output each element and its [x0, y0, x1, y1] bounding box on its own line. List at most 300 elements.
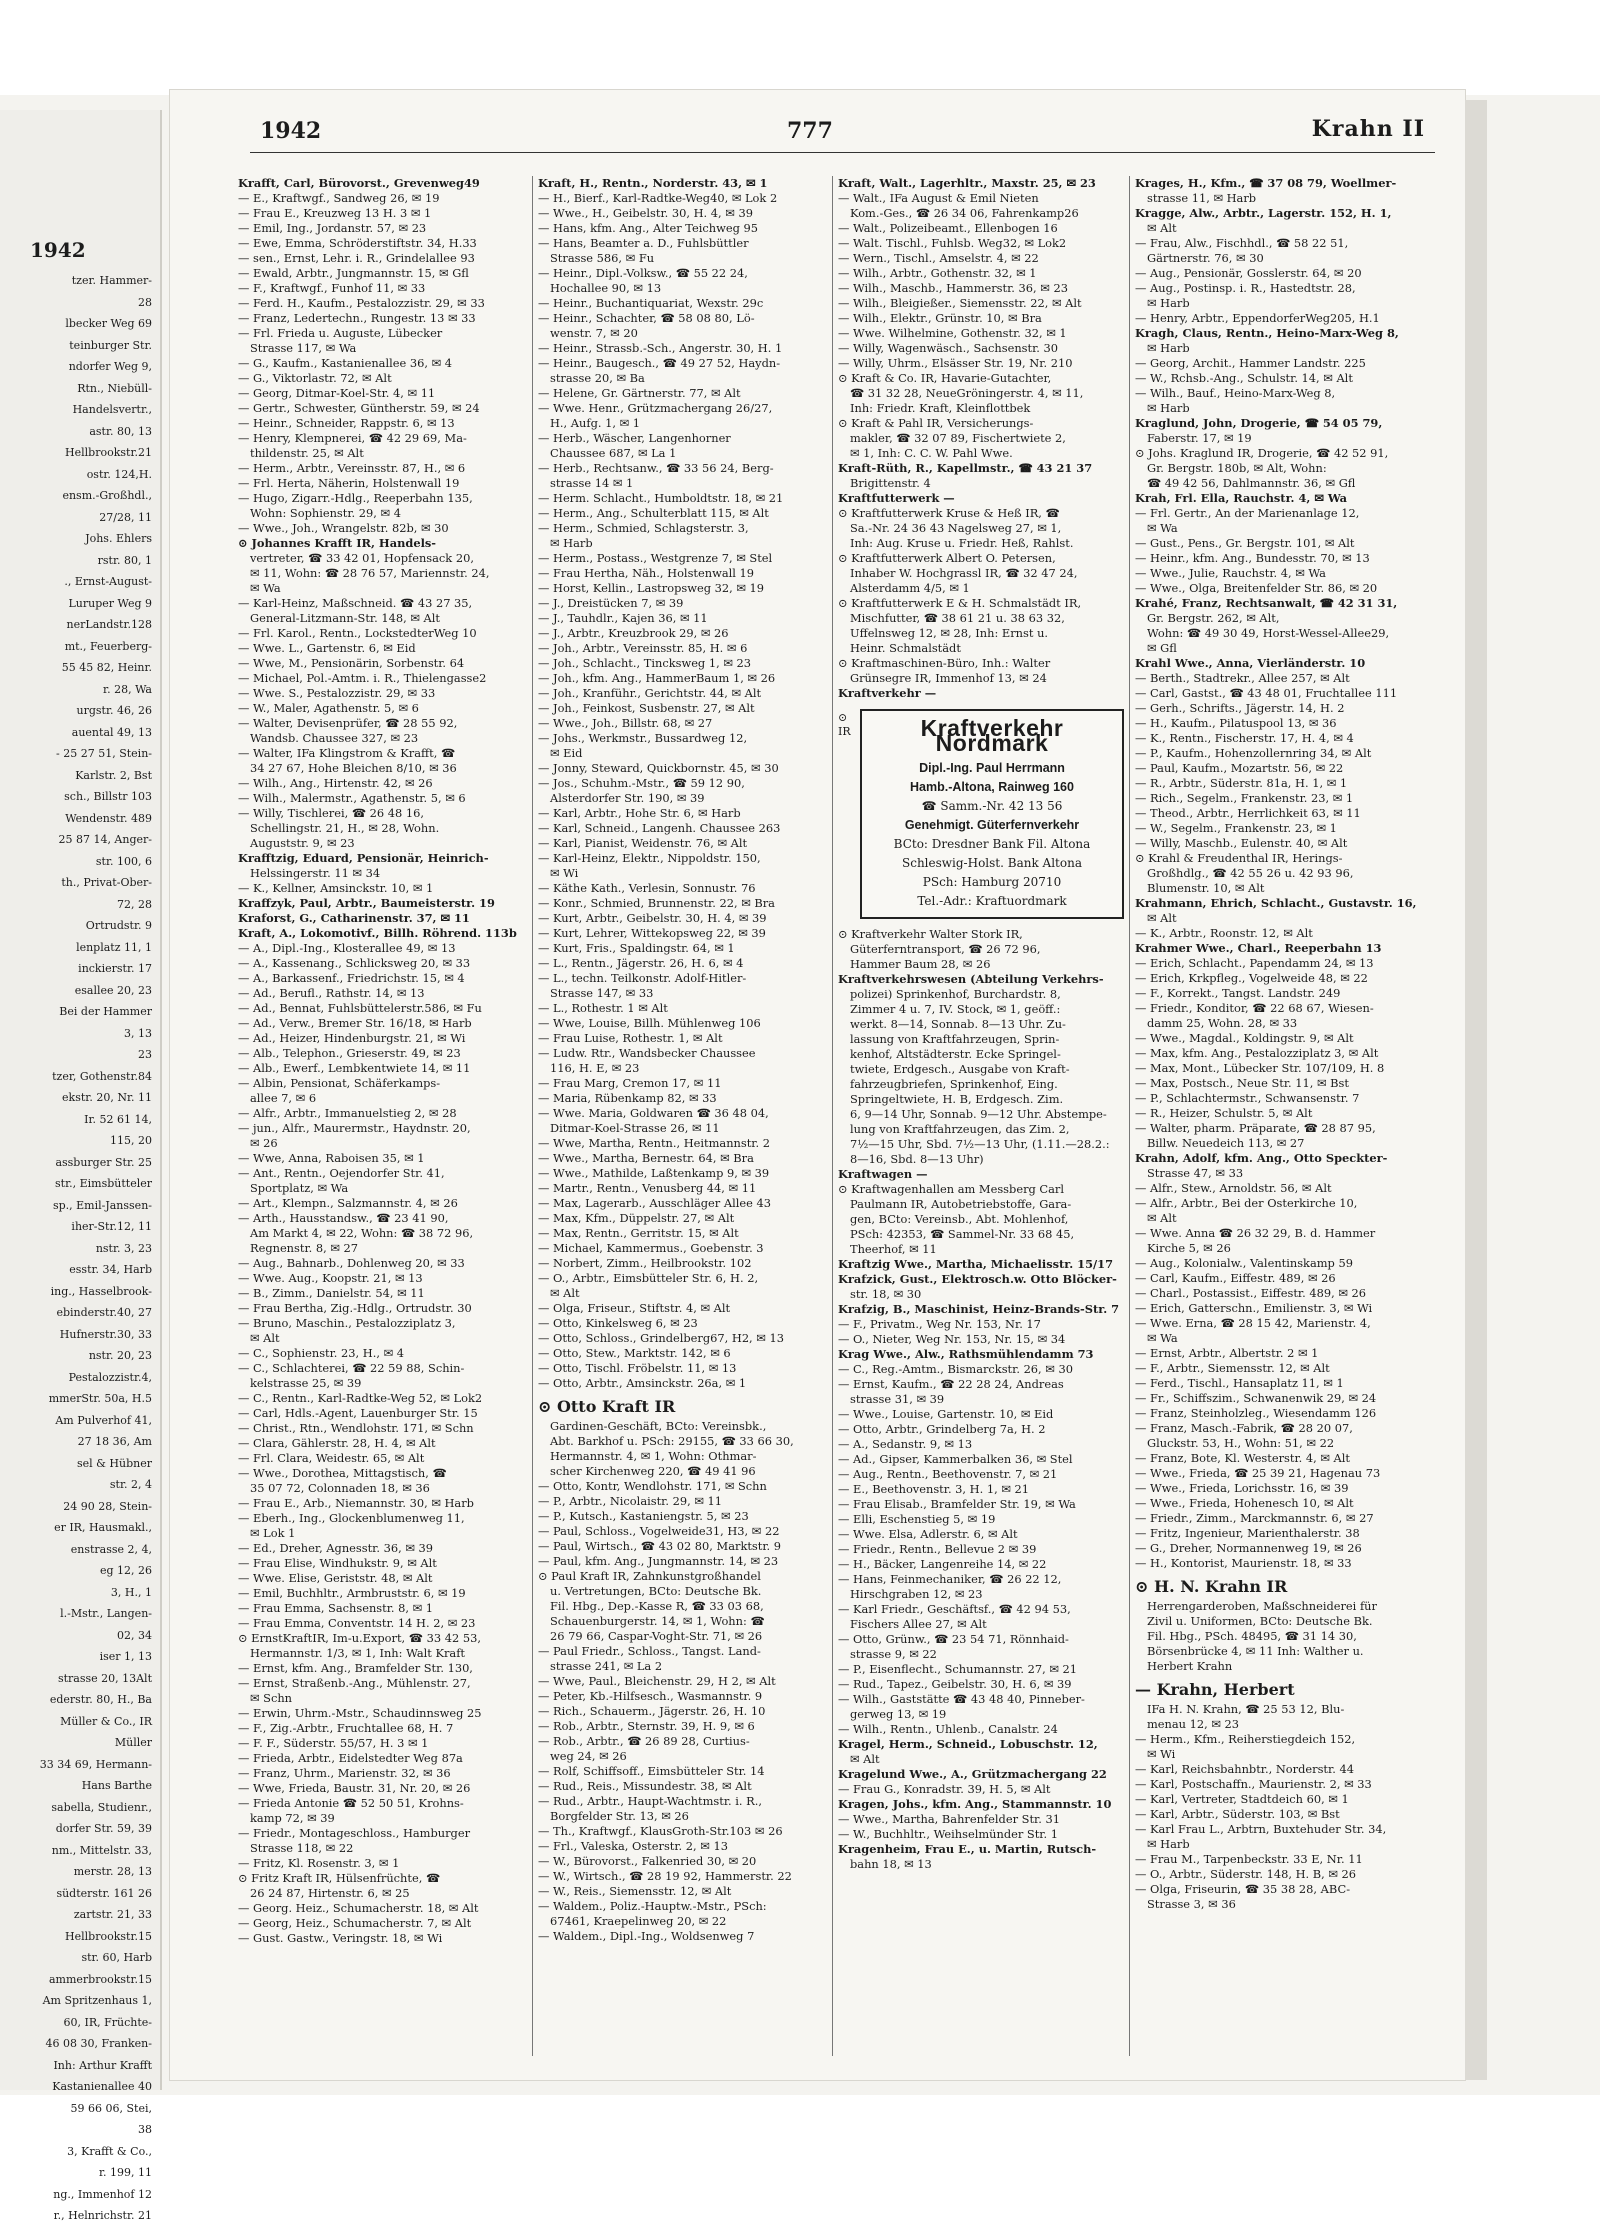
directory-entry: — Paul, Schloss., Vogelweide31, H3, ✉ 22	[538, 1524, 780, 1538]
directory-entry: Hirschgraben 12, ✉ 23	[850, 1587, 983, 1601]
directory-entry: — F., Arbtr., Siemensstr. 12, ✉ Alt	[1135, 1361, 1330, 1375]
directory-entry: — Wilh., Arbtr., Gothenstr. 32, ✉ 1	[838, 266, 1037, 280]
directory-entry: — Hugo, Zigarr.-Hdlg., Reeperbahn 135,	[238, 491, 473, 505]
previous-page-line: dorfer Str. 59, 39	[55, 1822, 152, 1835]
previous-page-line: 27 18 36, Am	[77, 1435, 152, 1448]
directory-entry: — Carl, Hdls.-Agent, Lauenburger Str. 15	[238, 1406, 478, 1420]
directory-entry: Börsenbrücke 4, ✉ 11 Inh: Walther u.	[1147, 1644, 1364, 1658]
directory-entry-heading: Kragelund Wwe., A., Grützmachergang 22	[838, 1767, 1107, 1781]
directory-entry: — Frau Bertha, Zig.-Hdlg., Ortrudstr. 30	[238, 1301, 472, 1315]
directory-entry-heading: Kraftverkehr —	[838, 686, 937, 700]
directory-entry: — Walter, IFa Klingstrom & Krafft, ☎	[238, 746, 456, 760]
previous-page-year: 1942	[30, 238, 86, 262]
directory-entry: — Frau Emma, Sachsenstr. 8, ✉ 1	[238, 1601, 434, 1615]
directory-entry: — Carl, Kaufm., Eiffestr. 489, ✉ 26	[1135, 1271, 1336, 1285]
directory-entry: — Gerh., Schrifts., Jägerstr. 14, H. 2	[1135, 701, 1345, 715]
directory-entry-heading: ⊙ Johannes Krafft IR, Handels-	[238, 536, 437, 550]
directory-entry: — Wwe., Joh., Billstr. 68, ✉ 27	[538, 716, 713, 730]
previous-page-line: 3, H., 1	[110, 1585, 152, 1599]
directory-entry: — Heinr., Schachter, ☎ 58 08 80, Lö-	[538, 311, 755, 325]
previous-page-line: merstr. 28, 13	[73, 1865, 152, 1878]
directory-entry: 6, 9—14 Uhr, Sonnab. 9—12 Uhr. Abstempe-	[850, 1107, 1107, 1121]
directory-entry: — Wwe. Wilhelmine, Gothenstr. 32, ✉ 1	[838, 326, 1067, 340]
directory-entry: — Frau Marg, Cremon 17, ✉ 11	[538, 1076, 722, 1090]
directory-entry: — Frl. Herta, Näherin, Holstenwall 19	[238, 476, 460, 490]
directory-entry: u. Vertretungen, BCto: Deutsche Bk.	[550, 1584, 762, 1598]
directory-entry: — Erich, Krkpfleg., Vogelweide 48, ✉ 22	[1135, 971, 1368, 985]
directory-entry: ✉ Alt	[1147, 221, 1177, 235]
directory-entry: ✉ Harb	[1147, 341, 1190, 355]
directory-entry-heading: Krahn, Adolf, kfm. Ang., Otto Speckter-	[1135, 1151, 1388, 1165]
directory-entry: Strasse 47, ✉ 33	[1147, 1166, 1244, 1180]
directory-entry: fahrzeugbriefen, Sprinkenhof, Eing.	[850, 1077, 1058, 1091]
directory-entry: — Ad., Heizer, Hindenburgstr. 21, ✉ Wi	[238, 1031, 466, 1045]
directory-entry: — Olga, Friseur., Stiftstr. 4, ✉ Alt	[538, 1301, 731, 1315]
directory-entry: ☎ 31 32 28, NeueGröningerstr. 4, ✉ 11,	[850, 386, 1084, 400]
directory-entry: ✉ Alt	[250, 1331, 280, 1345]
directory-entry: ⊙ Kraft & Pahl IR, Versicherungs-	[838, 416, 1034, 430]
directory-entry: — W., Buchhltr., Weihselmünder Str. 1	[838, 1827, 1058, 1841]
previous-page-line: nstr. 3, 23	[95, 1241, 152, 1255]
previous-page-line: esallee 20, 23	[74, 983, 152, 997]
directory-entry: — Frau M., Tarpenbeckstr. 33 E, Nr. 11	[1135, 1852, 1363, 1866]
directory-entry: — Aug., Bahnarb., Dohlenweg 20, ✉ 33	[238, 1256, 465, 1270]
directory-entry-heading: Kraglund, John, Drogerie, ☎ 54 05 79,	[1135, 416, 1383, 430]
directory-entry: — O., Arbtr., Eimsbütteler Str. 6, H. 2,	[538, 1271, 759, 1285]
previous-page-line: Bei der Hammer	[59, 1005, 152, 1018]
directory-entry: — Fr., Schiffszim., Schwanenwik 29, ✉ 24	[1135, 1391, 1377, 1405]
directory-entry: — J., Tauhdlr., Kajen 36, ✉ 11	[538, 611, 708, 625]
previous-page-line: teinburger Str.	[69, 338, 152, 352]
directory-entry: — Ad., Bennat, Fuhlsbüttelerstr.586, ✉ Fu	[238, 1001, 482, 1015]
directory-entry: — W., Bürovorst., Falkenried 30, ✉ 20	[538, 1854, 757, 1868]
directory-entry: — Rud., Tapez., Geibelstr. 30, H. 6, ✉ 39	[838, 1677, 1072, 1691]
previous-page-line: r. 28, Wa	[103, 682, 152, 696]
directory-entry: — Jonny, Steward, Quickbornstr. 45, ✉ 30	[538, 761, 779, 775]
previous-page-line: Johs. Ehlers	[85, 532, 152, 545]
directory-entry: Strasse 117, ✉ Wa	[250, 341, 357, 355]
directory-entry: — Peter, Kb.-Hilfsesch., Wasmannstr. 9	[538, 1689, 763, 1703]
directory-entry: — R., Heizer, Schulstr. 5, ✉ Alt	[1135, 1106, 1313, 1120]
directory-entry: — Ernst, Kaufm., ☎ 22 28 24, Andreas	[838, 1377, 1064, 1391]
previous-page-line: str. 100, 6	[95, 854, 152, 868]
directory-entry: — A., Dipl.-Ing., Klosterallee 49, ✉ 13	[238, 941, 456, 955]
directory-entry: — Otto, Grünw., ☎ 23 54 71, Rönnhaid-	[838, 1632, 1069, 1646]
previous-page-line: tzer. Hammer-	[71, 274, 152, 287]
directory-entry: ⊙ Kraftfutterwerk E & H. Schmalstädt IR,	[838, 596, 1082, 610]
directory-entry: — Wwe., Mathilde, Laßtenkamp 9, ✉ 39	[538, 1166, 770, 1180]
directory-entry: thildenstr. 25, ✉ Alt	[250, 446, 364, 460]
previous-page-line: 3, Krafft & Co.,	[67, 2144, 152, 2158]
directory-entry: ✉ Harb	[1147, 401, 1190, 415]
directory-entry: — Wwe., Dorothea, Mittagstisch, ☎	[238, 1466, 447, 1480]
directory-entry: — Rich., Segelm., Frankenstr. 23, ✉ 1	[1135, 791, 1354, 805]
ad-address: Hamb.-Altona, Rainweg 160	[910, 780, 1074, 794]
firm-heading: ⊙ Otto Kraft IR	[538, 1397, 676, 1416]
previous-page-line: str. 60, Harb	[81, 1951, 152, 1964]
directory-entry: Hermannstr. 4, ✉ 1, Wohn: Othmar-	[550, 1449, 757, 1463]
directory-entry: — Karl Frau L., Arbtrn, Buxtehuder Str. 34,	[1135, 1822, 1387, 1836]
directory-entry: — Alb., Ewerf., Lembkentwiete 14, ✉ 11	[238, 1061, 471, 1075]
directory-entry: ✉ Schn	[250, 1691, 293, 1705]
directory-entry: — Paul, Kaufm., Mozartstr. 56, ✉ 22	[1135, 761, 1344, 775]
directory-entry: — Frl. Gertr., An der Marienanlage 12,	[1135, 506, 1360, 520]
directory-entry: scher Kirchenweg 220, ☎ 49 41 96	[550, 1464, 756, 1478]
previous-page-line: ederstr. 80, H., Ba	[49, 1693, 152, 1706]
directory-entry: — Eberh., Ing., Glockenblumenweg 11,	[238, 1511, 465, 1525]
previous-page-line: Wendenstr. 489	[65, 811, 152, 825]
directory-entry: — Paul, Wirtsch., ☎ 43 02 80, Marktstr. 9	[538, 1539, 782, 1553]
directory-entry: — Wwe. Anna ☎ 26 32 29, B. d. Hammer	[1135, 1226, 1376, 1240]
previous-page-line: iher-Str.12, 11	[71, 1220, 152, 1233]
directory-entry: — Henry, Klempnerei, ☎ 42 29 69, Ma-	[238, 431, 467, 445]
directory-entry: — Christ., Rtn., Wendlohstr. 171, ✉ Schn	[238, 1421, 474, 1435]
directory-entry: lung von Kraftfahrzeugen, das Zim. 2,	[850, 1122, 1070, 1136]
directory-entry: — Karl, Arbtr., Hohe Str. 6, ✉ Harb	[538, 806, 741, 820]
directory-entry: Inh: Aug. Kruse u. Friedr. Heß, Rahlst.	[850, 536, 1074, 550]
previous-page-line: iser 1, 13	[99, 1650, 152, 1663]
directory-entry: — Wwe. S., Pestalozzistr. 29, ✉ 33	[238, 686, 436, 700]
directory-entry: strasse 11, ✉ Harb	[1147, 191, 1257, 205]
directory-entry: — F. F., Süderstr. 55/57, H. 3 ✉ 1	[238, 1736, 429, 1750]
directory-entry: — Wilh., Elektr., Grünstr. 10, ✉ Bra	[838, 311, 1042, 325]
previous-page-line: str. 2, 4	[109, 1478, 152, 1491]
previous-page-line: sabella, Studienr.,	[51, 1800, 152, 1814]
directory-entry: Chaussee 687, ✉ La 1	[550, 446, 677, 460]
directory-entry: — Otto, Schloss., Grindelberg67, H2, ✉ 13	[538, 1331, 784, 1345]
previous-page-line: 72, 28	[117, 897, 152, 911]
directory-entry: — Ferd. H., Kaufm., Pestalozzistr. 29, ✉ 33	[238, 296, 485, 310]
directory-entry: General-Litzmann-Str. 148, ✉ Alt	[250, 611, 440, 625]
directory-entry: — E., Beethovenstr. 3, H. 1, ✉ 21	[838, 1482, 1029, 1496]
directory-entry: — Karl, Arbtr., Süderstr. 103, ✉ Bst	[1135, 1807, 1340, 1821]
directory-entry: — Albin, Pensionat, Schäferkamps-	[238, 1076, 441, 1090]
directory-entry: — Otto, Arbtr., Grindelberg 7a, H. 2	[838, 1422, 1046, 1436]
directory-entry: — Wwe., Martha, Bahrenfelder Str. 31	[838, 1812, 1060, 1826]
directory-entry: Am Markt 4, ✉ 22, Wohn: ☎ 38 72 96,	[250, 1226, 474, 1240]
directory-entry: damm 25, Wohn. 28, ✉ 33	[1147, 1016, 1298, 1030]
directory-entry: — F., Zig.-Arbtr., Fruchtallee 68, H. 7	[238, 1721, 454, 1735]
directory-entry: ✉ Wi	[550, 866, 579, 880]
ad-telegram: Tel.-Adr.: Kraftuordmark	[917, 894, 1067, 908]
directory-entry: — Ferd., Tischl., Hansaplatz 11, ✉ 1	[1135, 1376, 1344, 1390]
directory-entry-heading: Krahmann, Ehrich, Schlacht., Gustavstr. 16,	[1135, 896, 1417, 910]
directory-entry: — Michael, Kammermus., Goebenstr. 3	[538, 1241, 764, 1255]
previous-page-line: 55 45 82, Heinr.	[61, 661, 152, 674]
directory-entry: — Georg, Ditmar-Koel-Str. 4, ✉ 11	[238, 386, 436, 400]
previous-page-line: 46 08 30, Franken-	[45, 2037, 152, 2050]
directory-entry: — Wwe. Aug., Koopstr. 21, ✉ 13	[238, 1271, 423, 1285]
directory-entry: 34 27 67, Hohe Bleichen 8/10, ✉ 36	[250, 761, 457, 775]
directory-entry: 67461, Kraepelinweg 20, ✉ 22	[550, 1914, 727, 1928]
directory-entry: — Ant., Rentn., Oejendorfer Str. 41,	[238, 1166, 445, 1180]
directory-entry: lassung von Kraftfahrzeugen, Sprin-	[850, 1032, 1060, 1046]
previous-page-line: sp., Emil-Janssen-	[52, 1198, 152, 1212]
directory-entry: menau 12, ✉ 23	[1147, 1717, 1240, 1731]
directory-entry: Fil. Hbg., Dep.-Kasse R, ☎ 33 03 68,	[550, 1599, 764, 1613]
directory-entry: — Wwe., Joh., Wrangelstr. 82b, ✉ 30	[238, 521, 449, 535]
directory-entry: — H., Kaufm., Pilatuspool 13, ✉ 36	[1135, 716, 1337, 730]
directory-entry: wenstr. 7, ✉ 20	[550, 326, 638, 340]
directory-entry: — Franz, Uhrm., Marienstr. 32, ✉ 36	[238, 1766, 451, 1780]
directory-entry: Gluckstr. 53, H., Wohn: 51, ✉ 22	[1147, 1436, 1335, 1450]
directory-entry: — Waldem., Dipl.-Ing., Woldsenweg 7	[538, 1929, 755, 1943]
ad-postal-check: PSch: Hamburg 20710	[922, 875, 1062, 889]
previous-page-line: ., Ernst-August-	[64, 575, 152, 588]
previous-page-line: nstr. 20, 23	[88, 1349, 152, 1362]
directory-entry: Kom.-Ges., ☎ 26 34 06, Fahrenkamp26	[850, 206, 1079, 220]
directory-entry: — A., Kassenang., Schlicksweg 20, ✉ 33	[238, 956, 471, 970]
directory-entry: ⊙ ErnstKraftIR, Im-u.Export, ☎ 33 42 53,	[238, 1631, 481, 1645]
directory-entry: — Walt. Tischl., Fuhlsb. Weg32, ✉ Lok2	[838, 236, 1067, 250]
directory-entry: — Georg, Archit., Hammer Landstr. 225	[1135, 356, 1366, 370]
directory-entry: Wohn: Sophienstr. 29, ✉ 4	[250, 506, 401, 520]
directory-entry: — Rud., Reis., Missundestr. 38, ✉ Alt	[538, 1779, 752, 1793]
previous-page-line: esstr. 34, Harb	[69, 1263, 152, 1276]
directory-entry: — Berth., Stadtrekr., Allee 257, ✉ Alt	[1135, 671, 1350, 685]
previous-page-line: Müller & Co., IR	[60, 1714, 152, 1728]
directory-entry: Alsterdamm 4/5, ✉ 1	[850, 581, 970, 595]
previous-page-line: ebinderstr.40, 27	[56, 1306, 152, 1319]
directory-entry: — Ed., Dreher, Agnesstr. 36, ✉ 39	[238, 1541, 434, 1555]
directory-entry: — W., Segelm., Frankenstr. 23, ✉ 1	[1135, 821, 1337, 835]
directory-entry: gen, BCto: Vereinsb., Abt. Mohlenhof,	[850, 1212, 1069, 1226]
directory-entry: allee 7, ✉ 6	[250, 1091, 317, 1105]
directory-entry: Kirche 5, ✉ 26	[1147, 1241, 1231, 1255]
directory-entry-heading: Kragge, Alw., Arbtr., Lagerstr. 152, H. 1,	[1135, 206, 1392, 220]
previous-page-line: mmerStr. 50a, H.5	[48, 1392, 152, 1405]
directory-entry: — Wilh., Bleigießer., Siemensstr. 22, ✉ Alt	[838, 296, 1082, 310]
directory-entry: — Frau Hertha, Näh., Holstenwall 19	[538, 566, 755, 580]
previous-page-text	[2, 270, 152, 2227]
previous-page-line: ekstr. 20, Nr. 11	[62, 1091, 152, 1104]
directory-entry: — Wwe., Olga, Breitenfelder Str. 86, ✉ 20	[1135, 581, 1378, 595]
previous-page-line: 02, 34	[117, 1628, 152, 1642]
directory-entry: — Martr., Rentn., Venusberg 44, ✉ 11	[538, 1181, 757, 1195]
directory-entry-heading: Krahmer Wwe., Charl., Reeperbahn 13	[1135, 941, 1382, 955]
directory-entry: — Wwe., H., Geibelstr. 30, H. 4, ✉ 39	[538, 206, 753, 220]
ad-license: Genehmigt. Güterfernverkehr	[904, 818, 1080, 832]
directory-entry: Billw. Neuedeich 113, ✉ 27	[1147, 1136, 1305, 1150]
directory-entry: — Waldem., Poliz.-Hauptw.-Mstr., PSch:	[538, 1899, 767, 1913]
directory-entry: ⊙ Krahl & Freudenthal IR, Herings-	[1135, 851, 1343, 865]
directory-entry: — Paul Friedr., Schloss., Tangst. Land-	[538, 1644, 761, 1658]
directory-entry-heading: Kraft, H., Rentn., Norderstr. 43, ✉ 1	[538, 176, 768, 190]
directory-entry-heading: Kragenheim, Frau E., u. Martin, Rutsch-	[838, 1842, 1097, 1856]
directory-entry: — Hans, Feinmechaniker, ☎ 26 22 12,	[838, 1572, 1062, 1586]
previous-page-line: 3, 13	[124, 1026, 152, 1040]
directory-entry: ✉ 11, Wohn: ☎ 28 76 57, Mariennstr. 24,	[250, 566, 490, 580]
previous-page-line: Inh: Arthur Krafft	[53, 2058, 152, 2072]
directory-entry: — P., Schlachtermstr., Schwansenstr. 7	[1135, 1091, 1360, 1105]
header-rule	[250, 152, 1435, 153]
directory-entry: — Erich, Gatterschn., Emilienstr. 3, ✉ Wi	[1135, 1301, 1373, 1315]
directory-entry: Abt. Barkhof u. PSch: 29155, ☎ 33 66 30,	[550, 1434, 794, 1448]
directory-entry: — R., Arbtr., Süderstr. 81a, H. 1, ✉ 1	[1135, 776, 1348, 790]
previous-page-line: südterstr. 161 26	[56, 1886, 152, 1900]
directory-entry: — Wwe., Magdal., Koldingstr. 9, ✉ Alt	[1135, 1031, 1354, 1045]
directory-entry: Gardinen-Geschäft, BCto: Vereinsbk.,	[550, 1419, 767, 1433]
directory-entry: — Wwe., Frieda, Lorichsstr. 16, ✉ 39	[1135, 1481, 1349, 1495]
directory-entry: — P., Eisenflecht., Schumannstr. 27, ✉ 21	[838, 1662, 1077, 1676]
directory-entry: — Karl, Reichsbahnbtr., Norderstr. 44	[1135, 1762, 1354, 1776]
previous-page-line: 33 34 69, Hermann-	[39, 1757, 152, 1771]
directory-entry: ⊙ Kraftwagenhallen am Messberg Carl	[838, 1182, 1065, 1196]
directory-entry: — Wwe. Elsa, Adlerstr. 6, ✉ Alt	[838, 1527, 1018, 1541]
ad-phone: ☎ Samm.-Nr. 42 13 56	[921, 799, 1063, 813]
directory-entry: — Olga, Friseurin, ☎ 35 38 28, ABC-	[1135, 1882, 1351, 1896]
directory-entry-heading: Krag Wwe., Alw., Rathsmühlendamm 73	[838, 1347, 1094, 1361]
directory-entry: — G., Viktorlastr. 72, ✉ Alt	[238, 371, 392, 385]
directory-entry: Güterferntransport, ☎ 26 72 96,	[850, 942, 1041, 956]
directory-entry: — Frl., Valeska, Osterstr. 2, ✉ 13	[538, 1839, 728, 1853]
directory-entry-heading: Kraftzig Wwe., Martha, Michaelisstr. 15/17	[838, 1257, 1114, 1271]
directory-entry: — Rich., Schauerm., Jägerstr. 26, H. 10	[538, 1704, 766, 1718]
directory-entry: ✉ Eid	[550, 746, 583, 760]
directory-entry: — K., Kellner, Amsinckstr. 10, ✉ 1	[238, 881, 434, 895]
previous-page-line: Hellbrookstr.15	[65, 1929, 152, 1943]
directory-entry: — Karl, Schneid., Langenh. Chaussee 263	[538, 821, 781, 835]
directory-entry: — Heinr., Buchantiquariat, Wexstr. 29c	[538, 296, 764, 310]
directory-entry: — Wwe, M., Pensionärin, Sorbenstr. 64	[238, 656, 465, 670]
directory-entry: Helssingerstr. 11 ✉ 34	[250, 866, 381, 880]
ad-marker	[838, 701, 856, 739]
previous-page-line: 38	[138, 2123, 152, 2136]
directory-entry: — Rud., Arbtr., Haupt-Wachtmstr. i. R.,	[538, 1794, 762, 1808]
directory-entry: — Frau Elise, Windhukstr. 9, ✉ Alt	[238, 1556, 437, 1570]
directory-entry: — Emil, Ing., Jordanstr. 57, ✉ 23	[238, 221, 427, 235]
previous-page-line: 60, IR, Früchte-	[63, 2015, 152, 2029]
directory-entry: — Aug., Rentn., Beethovenstr. 7, ✉ 21	[838, 1467, 1058, 1481]
directory-column-2	[538, 176, 828, 2066]
directory-entry: ✉ Harb	[550, 536, 593, 550]
directory-entry-heading: Kraforst, G., Catharinenstr. 37, ✉ 11	[238, 911, 470, 925]
directory-entry: — Wwe., Frieda, ☎ 25 39 21, Hagenau 73	[1135, 1466, 1381, 1480]
directory-entry: ✉ Wa	[1147, 521, 1178, 535]
directory-entry: — Willy, Maschb., Eulenstr. 40, ✉ Alt	[1135, 836, 1348, 850]
previous-page-line: nm., Mittelstr. 33,	[51, 1843, 152, 1857]
previous-page-line: nerLandstr.128	[66, 618, 152, 631]
previous-page-line: - 25 27 51, Stein-	[56, 747, 152, 760]
directory-entry: Grünsegre IR, Immenhof 13, ✉ 24	[850, 671, 1047, 685]
directory-entry: — Kurt, Arbtr., Geibelstr. 30, H. 4, ✉ 39	[538, 911, 767, 925]
directory-entry: — Wwe, Louise, Billh. Mühlenweg 106	[538, 1016, 761, 1030]
previous-page-line: ng., Immenhof 12	[53, 2187, 152, 2201]
directory-entry: — Charl., Postassist., Eiffestr. 489, ✉ 26	[1135, 1286, 1366, 1300]
directory-entry: — Wwe., Louise, Gartenstr. 10, ✉ Eid	[838, 1407, 1054, 1421]
directory-entry: — Elli, Eschenstieg 5, ✉ 19	[838, 1512, 996, 1526]
previous-page-line: tzer, Gothenstr.84	[52, 1069, 152, 1083]
directory-entry: — Norbert, Zimm., Heilbrookstr. 102	[538, 1256, 752, 1270]
directory-entry: — Frau E., Arb., Niemannstr. 30, ✉ Harb	[238, 1496, 474, 1510]
directory-entry: — Wwe, Frieda, Baustr. 31, Nr. 20, ✉ 26	[238, 1781, 471, 1795]
directory-entry: — C., Reg.-Amtm., Bismarckstr. 26, ✉ 30	[838, 1362, 1073, 1376]
directory-entry: Regnenstr. 8, ✉ 27	[250, 1241, 359, 1255]
directory-entry: kenhof, Altstädterstr. Ecke Springel-	[850, 1047, 1061, 1061]
directory-entry: ⊙ Kraftverkehr Walter Stork IR,	[838, 927, 1023, 941]
directory-entry: — Maria, Rübenkamp 82, ✉ 33	[538, 1091, 717, 1105]
previous-page-line: Am Spritzenhaus 1,	[42, 1994, 152, 2007]
directory-entry: — L., Rentn., Jägerstr. 26, H. 6, ✉ 4	[538, 956, 744, 970]
directory-entry: — Karl-Heinz, Elektr., Nippoldstr. 150,	[538, 851, 761, 865]
directory-entry: — jun., Alfr., Maurermstr., Haydnstr. 20,	[238, 1121, 471, 1135]
directory-entry-heading: Kraftverkehrswesen (Abteilung Verkehrs-	[838, 972, 1104, 986]
directory-entry: Sa.-Nr. 24 36 43 Nagelsweg 27, ✉ 1,	[850, 521, 1062, 535]
directory-entry: H., Aufg. 1, ✉ 1	[550, 416, 641, 430]
directory-entry: — Frau Emma, Conventstr. 14 H. 2, ✉ 23	[238, 1616, 476, 1630]
directory-entry: — Erwin, Uhrm.-Mstr., Schaudinnsweg 25	[238, 1706, 482, 1720]
column-divider	[1129, 176, 1130, 2056]
directory-entry: Gr. Bergstr. 180b, ✉ Alt, Wohn:	[1147, 461, 1327, 475]
directory-entry: Zivil u. Uniformen, BCto: Deutsche Bk.	[1147, 1614, 1373, 1628]
directory-entry: — Karl, Pianist, Weidenstr. 76, ✉ Alt	[538, 836, 748, 850]
directory-entry: Faberstr. 17, ✉ 19	[1147, 431, 1252, 445]
directory-entry: — Aug., Kolonialw., Valentinskamp 59	[1135, 1256, 1353, 1270]
firm-heading: — Krahn, Herbert	[1135, 1680, 1295, 1699]
directory-entry: — Wwe., Julie, Rauchstr. 4, ✉ Wa	[1135, 566, 1326, 580]
directory-entry: — Henry, Arbtr., EppendorferWeg205, H.1	[1135, 311, 1380, 325]
directory-entry: — Gertr., Schwester, Güntherstr. 59, ✉ 24	[238, 401, 480, 415]
directory-entry: Hermannstr. 1/3, ✉ 1, Inh: Walt Kraft	[250, 1646, 465, 1660]
directory-entry: Ditmar-Koel-Strasse 26, ✉ 11	[550, 1121, 720, 1135]
directory-entry: — Wern., Tischl., Amselstr. 4, ✉ 22	[838, 251, 1039, 265]
directory-entry: — Ewald, Arbtr., Jungmannstr. 15, ✉ Gfl	[238, 266, 469, 280]
directory-entry: — L., Rothestr. 1 ✉ Alt	[538, 1001, 668, 1015]
directory-entry: Strasse 118, ✉ 22	[250, 1841, 354, 1855]
directory-entry: Brigittenstr. 4	[850, 476, 931, 490]
directory-entry: — C., Schlachterei, ☎ 22 59 88, Schin-	[238, 1361, 465, 1375]
directory-entry: — Friedr., Montageschloss., Hamburger	[238, 1826, 471, 1840]
previous-page-line: Rtn., Niebüll-	[77, 381, 152, 395]
previous-page-line: inckierstr. 17	[78, 962, 152, 975]
directory-entry: — J., Arbtr., Kreuzbrook 29, ✉ 26	[538, 626, 729, 640]
directory-entry: — Wilh., Bauf., Heino-Marx-Weg 8,	[1135, 386, 1336, 400]
directory-entry: — Frau G., Konradstr. 39, H. 5, ✉ Alt	[838, 1782, 1051, 1796]
directory-entry: — Max, Postsch., Neue Str. 11, ✉ Bst	[1135, 1076, 1349, 1090]
directory-entry: — Max, Mont., Lübecker Str. 107/109, H. 8	[1135, 1061, 1385, 1075]
directory-entry: Heinr. Schmalstädt	[850, 641, 961, 655]
previous-page-line: eg 12, 26	[99, 1564, 152, 1577]
directory-entry: Wandsb. Chaussee 327, ✉ 23	[250, 731, 419, 745]
directory-entry: — Friedr., Konditor, ☎ 22 68 67, Wiesen-	[1135, 1001, 1374, 1015]
directory-entry: — Wilh., Gaststätte ☎ 43 48 40, Pinneber-	[838, 1692, 1085, 1706]
directory-entry: werkt. 8—14, Sonnab. 8—13 Uhr. Zu-	[850, 1017, 1066, 1031]
previous-page-line: Karlstr. 2, Bst	[75, 768, 152, 782]
directory-entry: Sportplatz, ✉ Wa	[250, 1181, 349, 1195]
directory-entry: — Fritz, Ingenieur, Marienthalerstr. 38	[1135, 1526, 1360, 1540]
directory-entry: strasse 9, ✉ 22	[850, 1647, 937, 1661]
directory-entry: — Max, Kfm., Düppelstr. 27, ✉ Alt	[538, 1211, 735, 1225]
directory-entry: Großhdlg., ☎ 42 55 26 u. 42 93 96,	[1147, 866, 1354, 880]
directory-entry: — Hans, kfm. Ang., Alter Teichweg 95	[538, 221, 758, 235]
directory-entry: Paulmann IR, Autobetriebstoffe, Gara-	[850, 1197, 1072, 1211]
directory-entry: ⊙ Kraftfutterwerk Kruse & Heß IR, ☎	[838, 506, 1060, 520]
directory-entry: — Alfr., Arbtr., Bei der Osterkirche 10,	[1135, 1196, 1358, 1210]
directory-entry: — Wilh., Maschb., Hammerstr. 36, ✉ 23	[838, 281, 1068, 295]
ad-bank-2: Schleswig-Holst. Bank Altona	[902, 856, 1082, 870]
directory-entry: — Hans, Beamter a. D., Fuhlsbüttler	[538, 236, 749, 250]
previous-page-line: Ortrudstr. 9	[85, 919, 152, 932]
directory-entry: ✉ Harb	[1147, 296, 1190, 310]
directory-entry: — Clara, Gählerstr. 28, H. 4, ✉ Alt	[238, 1436, 436, 1450]
directory-entry: — Frau, Alw., Fischhdl., ☎ 58 22 51,	[1135, 236, 1349, 250]
previous-page-line: sch., Billstr 103	[64, 790, 152, 803]
previous-page-line: r., Helnrichstr. 21	[53, 2209, 152, 2222]
directory-entry: — Bruno, Maschin., Pestalozziplatz 3,	[238, 1316, 456, 1330]
directory-entry: — Joh., Feinkost, Susbenstr. 27, ✉ Alt	[538, 701, 755, 715]
directory-entry-heading: Kragel, Herm., Schneid., Lobuschstr. 12,	[838, 1737, 1098, 1751]
directory-entry: Theerhof, ✉ 11	[850, 1242, 937, 1256]
